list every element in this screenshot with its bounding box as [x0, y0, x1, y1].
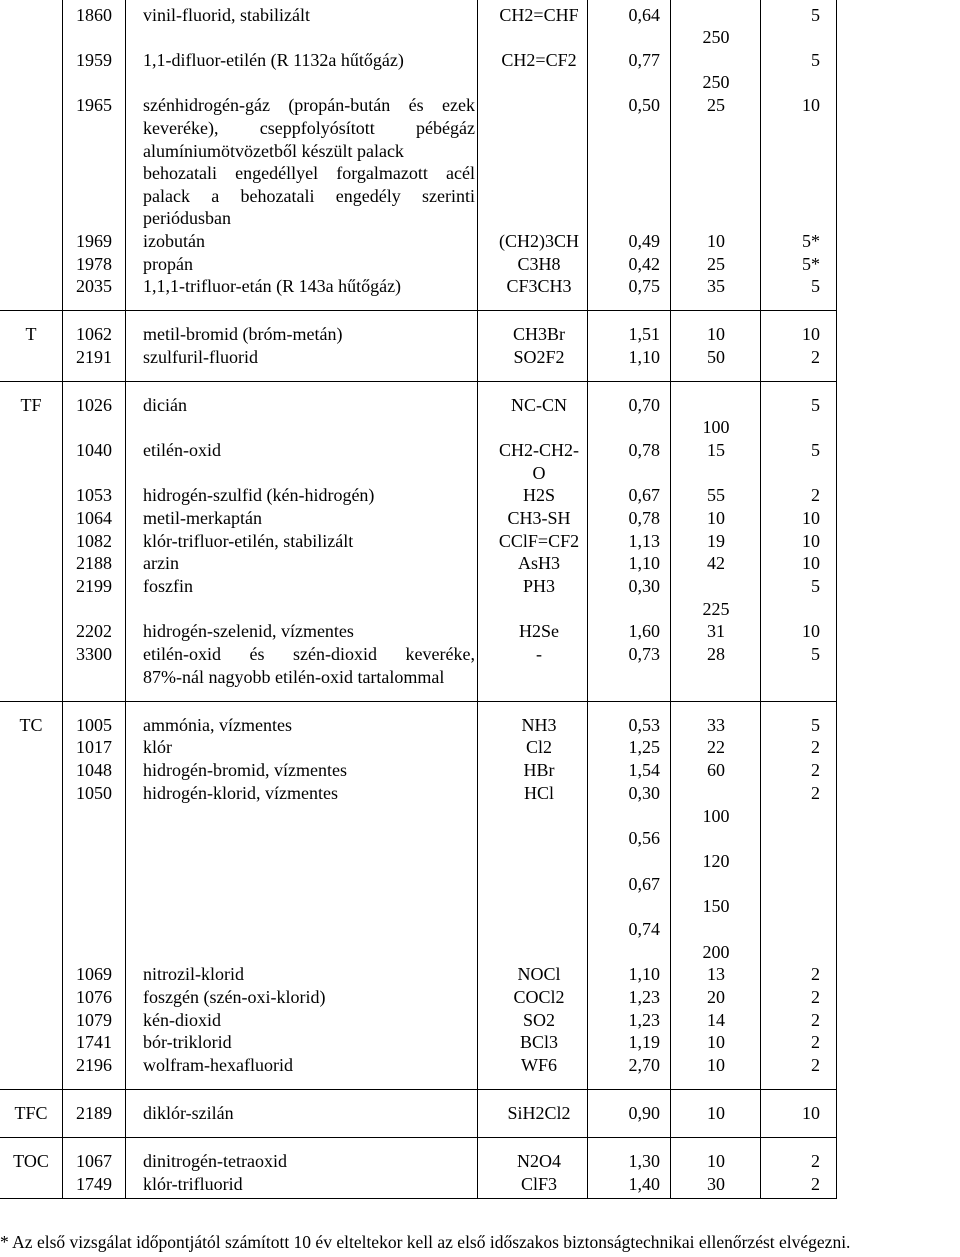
- formula-cell: ClF3: [520, 1174, 558, 1194]
- un-number-cell: 1969: [76, 231, 112, 251]
- footnote: * Az első vizsgálat időpontjától számított 10 év elteltekor kell az első időszakos biztonságtechnikai ellenőrzést elvégezni.: [0, 1232, 851, 1252]
- period-cell: 10: [802, 531, 820, 551]
- pressure-cell: 250: [702, 27, 730, 47]
- period-cell: 5: [811, 440, 820, 460]
- formula-cell: CH2=CHF: [499, 5, 579, 25]
- pressure-cell: 10: [707, 1032, 725, 1052]
- table-row: [0, 230, 960, 252]
- formula-cell: SO2F2: [513, 347, 565, 367]
- pressure-cell: 10: [707, 231, 725, 251]
- density-cell: 1,10: [628, 347, 660, 367]
- pressure-cell: 10: [707, 324, 725, 344]
- density-cell: 1,10: [628, 553, 660, 573]
- density-cell: 0,30: [628, 783, 660, 803]
- formula-cell: (CH2)3CH: [499, 231, 579, 251]
- period-cell: 10: [802, 553, 820, 573]
- formula-cell: CClF=CF2: [498, 531, 580, 551]
- group-separator: [0, 381, 837, 382]
- substance-name-cell: vinil-fluorid, stabilizált: [143, 5, 310, 25]
- period-cell: 2: [811, 1151, 820, 1171]
- density-cell: 0,78: [628, 508, 660, 528]
- density-cell: 1,54: [628, 760, 660, 780]
- formula-cell: H2S: [522, 485, 555, 505]
- substance-name-cell: 87%-nál nagyobb etilén-oxid tartalommal: [143, 667, 445, 687]
- substance-name-cell: alumíniumötvözetből készült palack: [143, 141, 404, 161]
- period-cell: 2: [811, 987, 820, 1007]
- table-row: [0, 26, 960, 48]
- un-number-cell: 1749: [76, 1174, 112, 1194]
- un-number-cell: 1064: [76, 508, 112, 528]
- table-row: [0, 507, 960, 529]
- pressure-cell: 20: [707, 987, 725, 1007]
- formula-cell: AsH3: [517, 553, 560, 573]
- period-cell: 5*: [802, 231, 820, 251]
- period-cell: 5: [811, 395, 820, 415]
- substance-name-cell: klór: [143, 737, 172, 757]
- pressure-cell: 225: [702, 599, 730, 619]
- table-row: [0, 253, 960, 275]
- pressure-cell: 28: [707, 644, 725, 664]
- pressure-cell: 13: [707, 964, 725, 984]
- density-cell: 1,51: [628, 324, 660, 344]
- un-number-cell: 1965: [76, 95, 112, 115]
- density-cell: 1,30: [628, 1151, 660, 1171]
- un-number-cell: 1048: [76, 760, 112, 780]
- density-cell: 0,74: [628, 919, 660, 939]
- hazard-class-cell: T: [25, 324, 37, 344]
- table-row: [0, 439, 960, 461]
- formula-cell: PH3: [522, 576, 555, 596]
- density-cell: 1,13: [628, 531, 660, 551]
- table-row: [0, 759, 960, 781]
- formula-cell: -: [536, 644, 542, 664]
- group-separator: [0, 1089, 837, 1090]
- un-number-cell: 2035: [76, 276, 112, 296]
- substance-name-cell: ammónia, vízmentes: [143, 715, 292, 735]
- formula-cell: HBr: [523, 760, 555, 780]
- table-row: [0, 275, 960, 297]
- substance-name-cell: etilén-oxid: [143, 440, 221, 460]
- pressure-cell: 25: [707, 254, 725, 274]
- density-cell: 0,56: [628, 828, 660, 848]
- period-cell: 5: [811, 276, 820, 296]
- density-cell: 0,53: [628, 715, 660, 735]
- table-row: [0, 873, 960, 895]
- substance-name-cell: foszgén (szén-oxi-klorid): [143, 987, 326, 1007]
- un-number-cell: 1050: [76, 783, 112, 803]
- formula-cell: CH2-CH2-: [499, 440, 579, 460]
- density-cell: 1,60: [628, 621, 660, 641]
- formula-cell: CH2=CF2: [501, 50, 577, 70]
- pressure-cell: 30: [707, 1174, 725, 1194]
- formula-cell: COCl2: [513, 987, 565, 1007]
- period-cell: 5: [811, 576, 820, 596]
- un-number-cell: 1053: [76, 485, 112, 505]
- formula-cell: C3H8: [517, 254, 561, 274]
- table-row: [0, 805, 960, 827]
- substance-name-cell: nitrozil-klorid: [143, 964, 244, 984]
- table-row: [0, 462, 960, 484]
- table-row: [0, 827, 960, 849]
- density-cell: 1,25: [628, 737, 660, 757]
- density-cell: 0,73: [628, 644, 660, 664]
- table-row: [0, 1009, 960, 1031]
- pressure-cell: 120: [702, 851, 730, 871]
- substance-name-cell: foszfin: [143, 576, 193, 596]
- density-cell: 1,40: [628, 1174, 660, 1194]
- period-cell: 5: [811, 715, 820, 735]
- pressure-cell: 19: [707, 531, 725, 551]
- table-row: [0, 1031, 960, 1053]
- pressure-cell: 200: [702, 942, 730, 962]
- hazard-class-cell: TF: [20, 395, 42, 415]
- un-number-cell: 2199: [76, 576, 112, 596]
- density-cell: 1,19: [628, 1032, 660, 1052]
- pressure-cell: 50: [707, 347, 725, 367]
- un-number-cell: 2188: [76, 553, 112, 573]
- table-row: [0, 575, 960, 597]
- substance-name-cell: klór-trifluorid: [143, 1174, 243, 1194]
- group-separator: [0, 310, 837, 311]
- pressure-cell: 10: [707, 1055, 725, 1075]
- un-number-cell: 2189: [76, 1103, 112, 1123]
- pressure-cell: 10: [707, 1103, 725, 1123]
- substance-name-cell: szulfuril-fluorid: [143, 347, 258, 367]
- hazard-class-cell: TFC: [14, 1103, 48, 1123]
- pressure-cell: 55: [707, 485, 725, 505]
- table-row: [0, 323, 960, 345]
- table-row: [0, 552, 960, 574]
- period-cell: 2: [811, 737, 820, 757]
- substance-name-cell: diklór-szilán: [143, 1103, 234, 1123]
- formula-cell: NH3: [521, 715, 557, 735]
- formula-cell: BCl3: [519, 1032, 558, 1052]
- un-number-cell: 1079: [76, 1010, 112, 1030]
- density-cell: 2,70: [628, 1055, 660, 1075]
- formula-cell: Cl2: [525, 737, 552, 757]
- table-row: [0, 941, 960, 963]
- table-row: [0, 4, 960, 26]
- density-cell: 0,67: [628, 485, 660, 505]
- un-number-cell: 1978: [76, 254, 112, 274]
- table-row: [0, 207, 960, 229]
- density-cell: 1,10: [628, 964, 660, 984]
- substance-name-cell: szénhidrogén-gáz (propán-bután és ezek: [143, 95, 475, 115]
- period-cell: 10: [802, 1103, 820, 1123]
- formula-cell: WF6: [521, 1055, 557, 1075]
- substance-name-cell: dinitrogén-tetraoxid: [143, 1151, 287, 1171]
- un-number-cell: 2191: [76, 347, 112, 367]
- pressure-cell: 250: [702, 72, 730, 92]
- formula-cell: HCl: [523, 783, 554, 803]
- substance-name-cell: periódusban: [143, 208, 231, 228]
- pressure-cell: 10: [707, 1151, 725, 1171]
- substance-name-cell: klór-trifluor-etilén, stabilizált: [143, 531, 354, 551]
- pressure-cell: 22: [707, 737, 725, 757]
- substance-name-cell: hidrogén-bromid, vízmentes: [143, 760, 347, 780]
- density-cell: 0,42: [628, 254, 660, 274]
- substance-name-cell: metil-merkaptán: [143, 508, 262, 528]
- period-cell: 5*: [802, 254, 820, 274]
- density-cell: 1,23: [628, 987, 660, 1007]
- pressure-cell: 10: [707, 508, 725, 528]
- formula-cell: NC-CN: [510, 395, 567, 415]
- substance-name-cell: 1,1,1-trifluor-etán (R 143a hűtőgáz): [143, 276, 402, 296]
- un-number-cell: 1076: [76, 987, 112, 1007]
- period-cell: 2: [811, 1055, 820, 1075]
- table-row: [0, 117, 960, 139]
- table-row: [0, 162, 960, 184]
- density-cell: 0,77: [628, 50, 660, 70]
- density-cell: 0,64: [628, 5, 660, 25]
- table-row: [0, 71, 960, 93]
- density-cell: 0,75: [628, 276, 660, 296]
- hazard-class-cell: TC: [19, 715, 43, 735]
- formula-cell: CF3CH3: [506, 276, 572, 296]
- hazard-class-cell: TOC: [13, 1151, 49, 1171]
- table-row: [0, 714, 960, 736]
- period-cell: 2: [811, 964, 820, 984]
- un-number-cell: 3300: [76, 644, 112, 664]
- density-cell: 0,30: [628, 576, 660, 596]
- pressure-cell: 150: [702, 896, 730, 916]
- substance-name-cell: izobután: [143, 231, 205, 251]
- density-cell: 0,70: [628, 395, 660, 415]
- formula-cell: H2Se: [519, 621, 559, 641]
- period-cell: 2: [811, 1174, 820, 1194]
- table-row: [0, 394, 960, 416]
- table-row: [0, 850, 960, 872]
- period-cell: 2: [811, 760, 820, 780]
- formula-cell: CH3Br: [512, 324, 565, 344]
- pressure-cell: 60: [707, 760, 725, 780]
- table-row: [0, 1150, 960, 1172]
- table-row: [0, 94, 960, 116]
- substance-name-cell: palack a behozatali engedély szerinti: [143, 186, 475, 206]
- un-number-cell: 1069: [76, 964, 112, 984]
- table-row: [0, 140, 960, 162]
- period-cell: 2: [811, 783, 820, 803]
- pressure-cell: 14: [707, 1010, 725, 1030]
- group-separator: [0, 701, 837, 702]
- un-number-cell: 1040: [76, 440, 112, 460]
- table-row: [0, 530, 960, 552]
- un-number-cell: 1860: [76, 5, 112, 25]
- table-row: [0, 918, 960, 940]
- period-cell: 5: [811, 5, 820, 25]
- substance-name-cell: metil-bromid (bróm-metán): [143, 324, 343, 344]
- density-cell: 0,90: [628, 1103, 660, 1123]
- table-row: [0, 185, 960, 207]
- substance-name-cell: arzin: [143, 553, 179, 573]
- pressure-cell: 25: [707, 95, 725, 115]
- table-row: [0, 643, 960, 665]
- pressure-cell: 15: [707, 440, 725, 460]
- period-cell: 10: [802, 95, 820, 115]
- density-cell: 0,78: [628, 440, 660, 460]
- pressure-cell: 33: [707, 715, 725, 735]
- table-row: [0, 782, 960, 804]
- formula-cell: SiH2Cl2: [507, 1103, 571, 1123]
- table-row: [0, 1054, 960, 1076]
- period-cell: 2: [811, 485, 820, 505]
- table-row: [0, 1173, 960, 1195]
- un-number-cell: 1062: [76, 324, 112, 344]
- un-number-cell: 1026: [76, 395, 112, 415]
- substance-name-cell: etilén-oxid és szén-dioxid keveréke,: [143, 644, 475, 664]
- period-cell: 5: [811, 50, 820, 70]
- table-row: [0, 620, 960, 642]
- group-separator: [0, 1137, 837, 1138]
- period-cell: 2: [811, 1010, 820, 1030]
- substance-name-cell: bór-triklorid: [143, 1032, 232, 1052]
- un-number-cell: 2196: [76, 1055, 112, 1075]
- pressure-cell: 31: [707, 621, 725, 641]
- un-number-cell: 1959: [76, 50, 112, 70]
- table-row: [0, 963, 960, 985]
- density-cell: 0,50: [628, 95, 660, 115]
- substance-name-cell: hidrogén-szulfid (kén-hidrogén): [143, 485, 375, 505]
- pressure-cell: 42: [707, 553, 725, 573]
- table-row: [0, 346, 960, 368]
- period-cell: 5: [811, 644, 820, 664]
- table-row: [0, 49, 960, 71]
- table-row: [0, 1102, 960, 1124]
- period-cell: 10: [802, 324, 820, 344]
- formula-cell: O: [532, 463, 546, 483]
- table-row: [0, 598, 960, 620]
- un-number-cell: 1741: [76, 1032, 112, 1052]
- period-cell: 2: [811, 1032, 820, 1052]
- table-row: [0, 986, 960, 1008]
- pressure-cell: 100: [702, 806, 730, 826]
- table-bottom-border: [0, 1198, 837, 1199]
- formula-cell: SO2: [522, 1010, 555, 1030]
- density-cell: 0,49: [628, 231, 660, 251]
- table-row: [0, 484, 960, 506]
- un-number-cell: 1082: [76, 531, 112, 551]
- substance-name-cell: keveréke), cseppfolyósított pébégáz: [143, 118, 475, 138]
- density-cell: 1,23: [628, 1010, 660, 1030]
- formula-cell: CH3-SH: [507, 508, 571, 528]
- period-cell: 10: [802, 508, 820, 528]
- substance-name-cell: 1,1-difluor-etilén (R 1132a hűtőgáz): [143, 50, 404, 70]
- substance-name-cell: kén-dioxid: [143, 1010, 221, 1030]
- substance-name-cell: wolfram-hexafluorid: [143, 1055, 293, 1075]
- un-number-cell: 2202: [76, 621, 112, 641]
- table-row: [0, 416, 960, 438]
- un-number-cell: 1005: [76, 715, 112, 735]
- formula-cell: NOCl: [517, 964, 561, 984]
- un-number-cell: 1067: [76, 1151, 112, 1171]
- period-cell: 10: [802, 621, 820, 641]
- substance-name-cell: hidrogén-szelenid, vízmentes: [143, 621, 354, 641]
- density-cell: 0,67: [628, 874, 660, 894]
- table-row: [0, 736, 960, 758]
- substance-name-cell: dicián: [143, 395, 187, 415]
- period-cell: 2: [811, 347, 820, 367]
- table-row: [0, 666, 960, 688]
- substance-name-cell: behozatali engedéllyel forgalmazott acél: [143, 163, 475, 183]
- substance-name-cell: hidrogén-klorid, vízmentes: [143, 783, 338, 803]
- un-number-cell: 1017: [76, 737, 112, 757]
- formula-cell: N2O4: [517, 1151, 561, 1171]
- pressure-cell: 100: [702, 417, 730, 437]
- substance-name-cell: propán: [143, 254, 193, 274]
- pressure-cell: 35: [707, 276, 725, 296]
- table-row: [0, 895, 960, 917]
